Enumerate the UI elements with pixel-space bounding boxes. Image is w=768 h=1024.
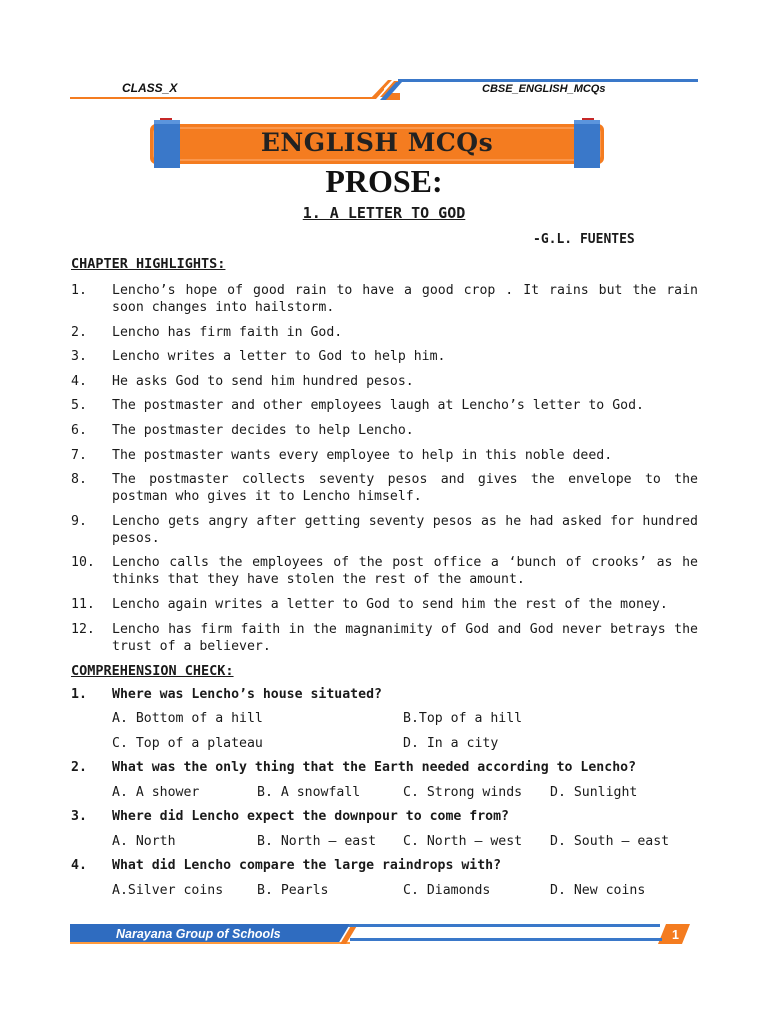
header-decoration [0,0,768,110]
item-text: He asks God to send him hundred pesos. [112,373,414,389]
header-class-label: CLASS_X [122,81,178,95]
item-text: Lencho has firm faith in God. [112,324,343,340]
item-text: Lencho again writes a letter to God to send him the rest of the money. [112,596,668,612]
question-text: What did Lencho compare the large raindrops with? [112,858,502,873]
option-c: C. Top of a plateau [112,736,263,751]
option-d: D. New coins [550,883,646,898]
list-item [71,348,698,365]
item-number: 7. [71,447,87,463]
option-a: A. North [112,834,176,849]
option-b: B. Pearls [257,883,329,898]
question-text: Where was Lencho’s house situated? [112,687,382,702]
item-text: The postmaster decides to help Lencho. [112,422,414,438]
item-number: 2. [71,324,87,340]
item-number: 11. [71,596,95,612]
item-text: Lencho’s hope of good rain to have a good crop . It rains but the rain soon changes into hailstorm. [112,283,698,315]
list-item [71,513,698,547]
item-number: 9. [71,513,87,529]
list-item [71,324,698,341]
comprehension-heading: COMPREHENSION CHECK: [71,663,234,679]
question-number: 3. [71,809,87,824]
question-4 [71,858,501,873]
option-d: D. In a city [403,736,499,751]
highlights-list [71,282,698,662]
header-subject-label: CBSE_ENGLISH_MCQs [482,83,606,95]
item-text: Lencho writes a letter to God to help him. [112,349,446,365]
option-c: C. Diamonds [403,883,491,898]
item-number: 5. [71,398,87,414]
item-text: The postmaster and other employees laugh at Lencho’s letter to God. [112,398,644,414]
option-b: B. A snowfall [257,785,361,800]
list-item [71,621,698,655]
option-d: D. Sunlight [550,785,638,800]
item-number: 1. [71,283,87,298]
option-a: A.Silver coins [112,883,224,898]
option-b: B. North – east [257,834,377,849]
question-number: 1. [71,687,87,702]
item-text: The postmaster collects seventy pesos and gives the envelope to the postman who gives it to Lencho himself. [112,472,698,505]
question-3 [71,809,509,824]
item-number: 6. [71,422,87,438]
item-number: 4. [71,373,87,389]
author-name: -G.L. FUENTES [533,232,635,247]
banner-title: ENGLISH MCQs [260,128,494,157]
question-number: 4. [71,858,87,873]
school-name: Narayana Group of Schools [116,927,281,941]
question-number: 2. [71,760,87,775]
highlights-heading: CHAPTER HIGHLIGHTS: [71,256,226,272]
question-1 [71,687,382,702]
option-d: D. South – east [550,834,670,849]
section-title: PROSE: [325,163,443,199]
item-text: Lencho calls the employees of the post office a ‘bunch of crooks’ as he thinks that they have stolen the rest of the amount. [112,555,698,588]
item-text: Lencho has firm faith in the magnanimity of God and God never betrays the trust of a believer. [112,621,698,654]
list-item [71,596,698,613]
question-text: What was the only thing that the Earth needed according to Lencho? [112,760,637,775]
item-number: 10. [71,555,95,571]
chapter-title: 1. A LETTER TO GOD [302,204,466,222]
list-item [71,471,698,505]
option-a: A. Bottom of a hill [112,711,263,726]
item-text: The postmaster wants every employee to help in this noble deed. [112,447,613,463]
option-a: A. A shower [112,785,200,800]
list-item [71,397,698,414]
option-c: C. Strong winds [403,785,523,800]
option-c: C. North – west [403,834,523,849]
list-item [71,447,698,464]
option-b: B.Top of a hill [403,711,523,726]
question-text: Where did Lencho expect the downpour to come from? [112,809,509,824]
item-number: 8. [71,472,87,488]
question-2 [71,760,636,775]
list-item [71,422,698,439]
item-number: 12. [71,621,95,637]
item-text: Lencho gets angry after getting seventy pesos as he had asked for hundred pesos. [112,513,698,546]
list-item [71,282,698,316]
item-number: 3. [71,349,87,365]
list-item [71,554,698,588]
page-number: 1 [672,928,679,942]
list-item [71,373,698,390]
